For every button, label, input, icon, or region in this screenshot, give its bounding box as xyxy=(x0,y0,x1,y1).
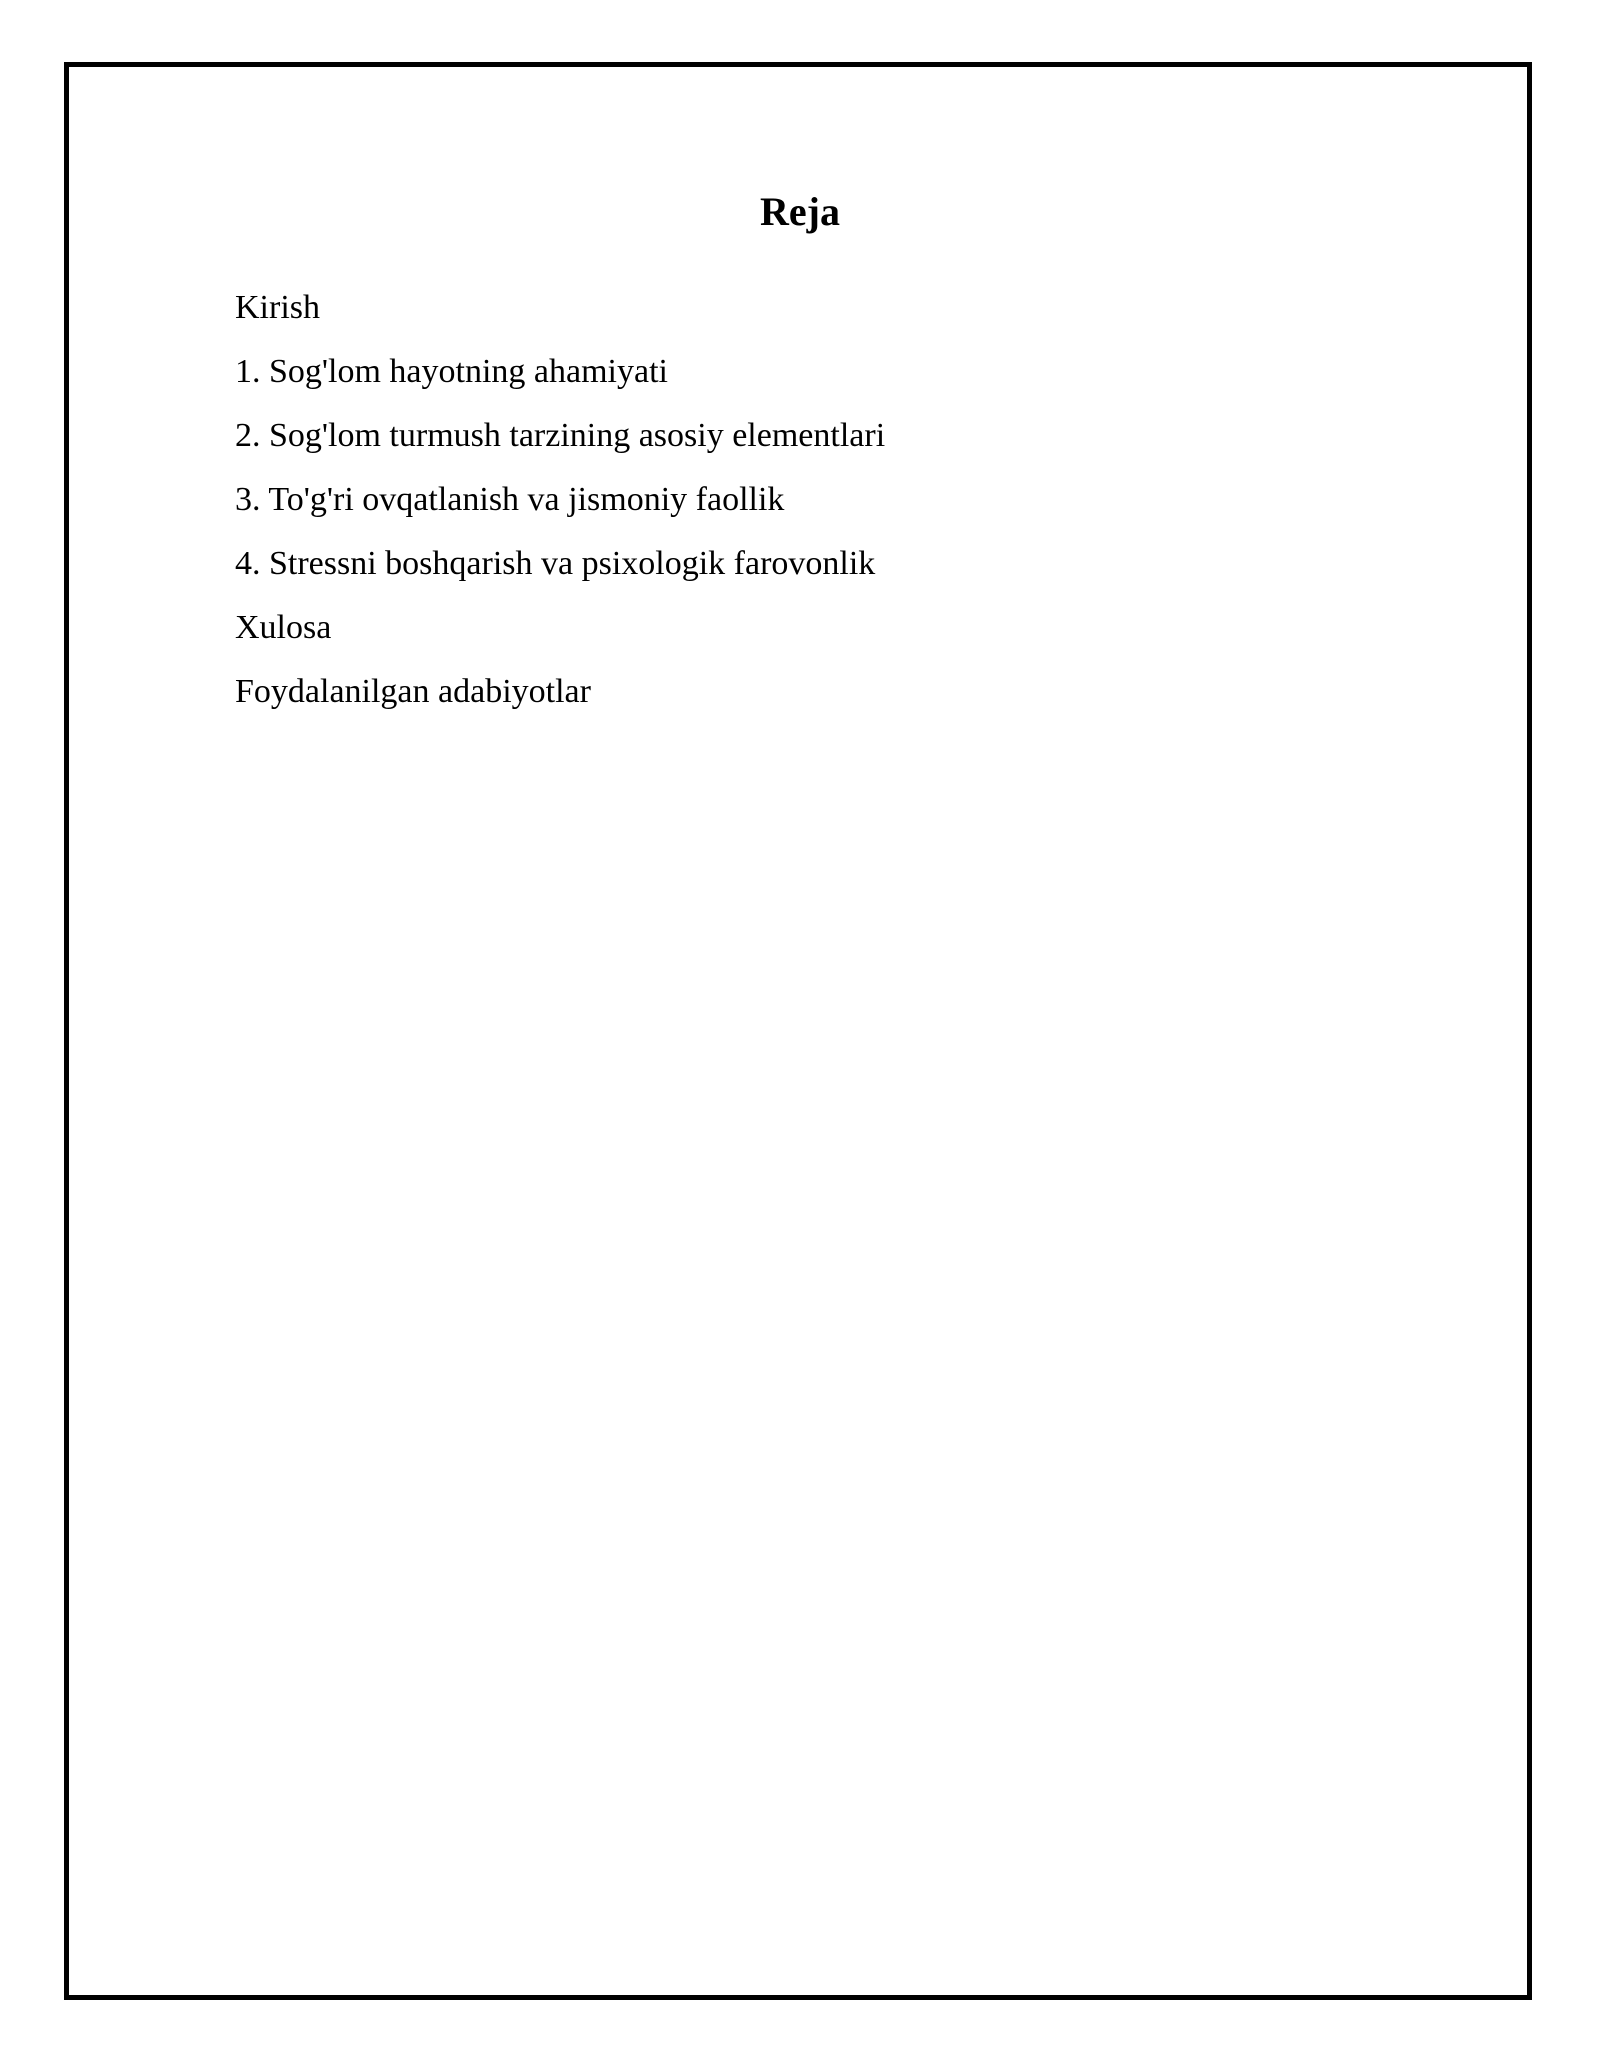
page-title: Reja xyxy=(760,189,840,234)
plan-list xyxy=(235,288,885,736)
list-item: 4. Stressni boshqarish va psixologik farovonlik xyxy=(235,545,876,582)
list-item: Kirish xyxy=(235,289,320,326)
list-item: Foydalanilgan adabiyotlar xyxy=(235,673,591,710)
list-item: 2. Sog'lom turmush tarzining asosiy elementlari xyxy=(235,417,886,454)
list-item: 1. Sog'lom hayotning ahamiyati xyxy=(235,353,668,390)
list-item: 3. To'g'ri ovqatlanish va jismoniy faollik xyxy=(235,481,785,518)
list-item: Xulosa xyxy=(235,609,332,646)
